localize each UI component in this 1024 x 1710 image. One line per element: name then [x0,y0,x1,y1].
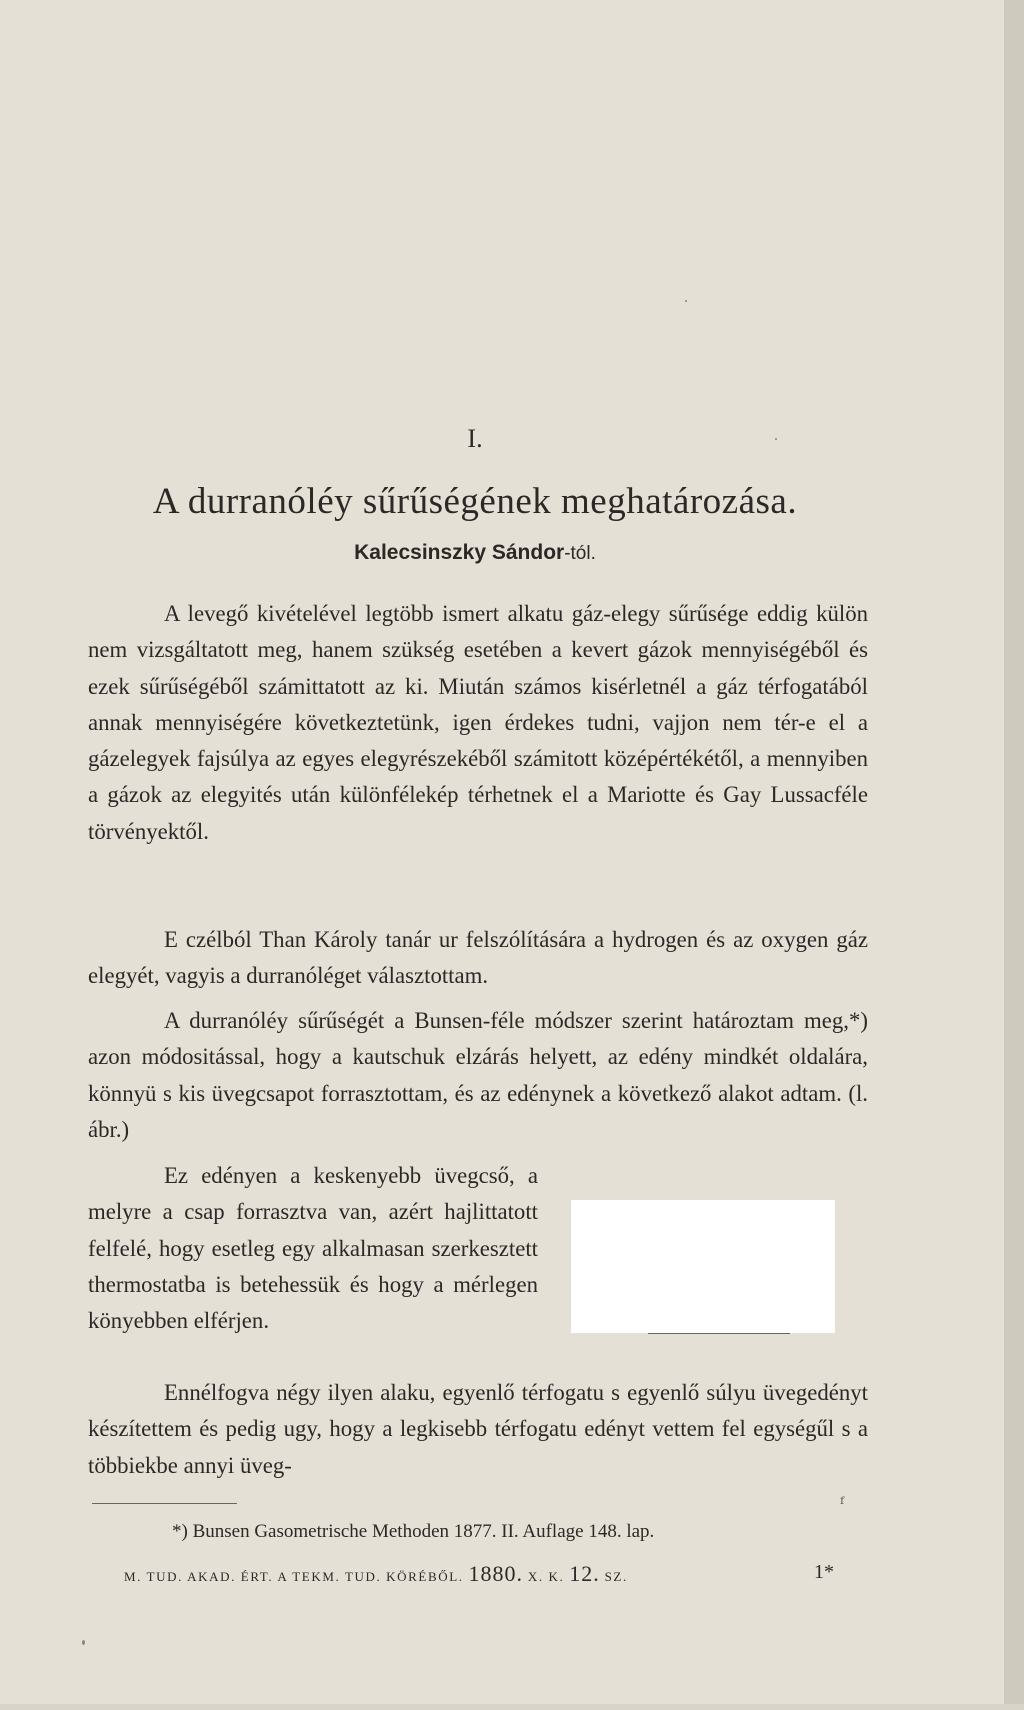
paragraph-3-text: A durranóléy sűrűségét a Bunsen-féle módszer szerint határoztam meg,*) azon módositással, hogy a kautschuk elzárás helyett, az edény mindkét oldalára, könnyü s kis üvegcsapot forrasztottam, és az edénynek a következő alakot adtam. (l. ábr.) [88,1008,868,1142]
footer-year: 1880. [468,1561,523,1586]
footer-number: 12. [569,1561,600,1586]
paragraph-2-text: E czélból Than Károly tanár ur felszólítására a hydrogen és az oxygen gáz elegyét, vagyis a durranóléget választottam. [88,927,868,989]
author-name: Kalecsinszky Sándor [354,541,565,564]
paragraph-1-text: A levegő kivételével legtöbb ismert alkatu gáz-elegy sűrűsége eddig külön nem vizsgáltatott meg, hanem szükség esetében a kevert gázok mennyiségéből és ezek sűrűségéből számittatott az ki. Miután számos kisérletnél a gáz térfogatából annak mennyiségére következtetünk, igen érdekes tudni, vajjon nem tér-e el a gázelegyek fajsúlya az egyes elegyrészekéből számitott középértékétől, a mennyiben a gázok az elegyités után különfélekép térhetnek el a Mariotte és Gay Lussacféle törvényektől. [88,601,868,844]
paragraph-5-text: Ennélfogva négy ilyen alaku, egyenlő térfogatu s egyenlő súlyu üvegedényt készítettem és pedig ugy, hogy a legkisebb térfogatu edényt vettem fel egységűl s a többiekbe annyi üveg- [88,1380,868,1478]
page-footer [124,1561,844,1587]
footer-sz: SZ. [604,1569,628,1584]
paragraph-1 [88,596,868,850]
footnote: *) Bunsen Gasometrische Methoden 1877. II. Auflage 148. lap. [172,1521,655,1542]
paragraph-2 [88,922,868,995]
paragraph-5 [88,1375,868,1484]
paper-speck [685,300,687,302]
footer-publication: M. TUD. AKAD. ÉRT. A TEKM. TUD. KÖRÉBŐL. [124,1569,464,1584]
paragraph-3 [88,1003,868,1148]
footer-signature: 1* [814,1561,834,1583]
chapter-number: I. [467,424,483,453]
paper-speck [82,1640,85,1645]
article-title: A durranóléy sűrűségének meghatározása. [152,481,798,522]
figure-placeholder [571,1200,835,1333]
paragraph-4-text: Ez edényen a keskenyebb üvegcső, a melyre a csap forrasztva van, azért hajlittatott felfelé, hogy esetleg egy alkalmasan szerkesztett thermostatba is betehessük és hogy a mérlegen könyebben elférjen. [88,1163,538,1334]
figure-underline [648,1333,790,1334]
margin-mark: ᶠ [840,1494,844,1515]
author-line [0,541,950,565]
paper-speck [775,438,777,440]
author-suffix: -tól. [564,543,596,564]
paragraph-4 [88,1158,538,1339]
footnote-rule [92,1503,237,1504]
footer-volume: X. K. [527,1569,565,1584]
